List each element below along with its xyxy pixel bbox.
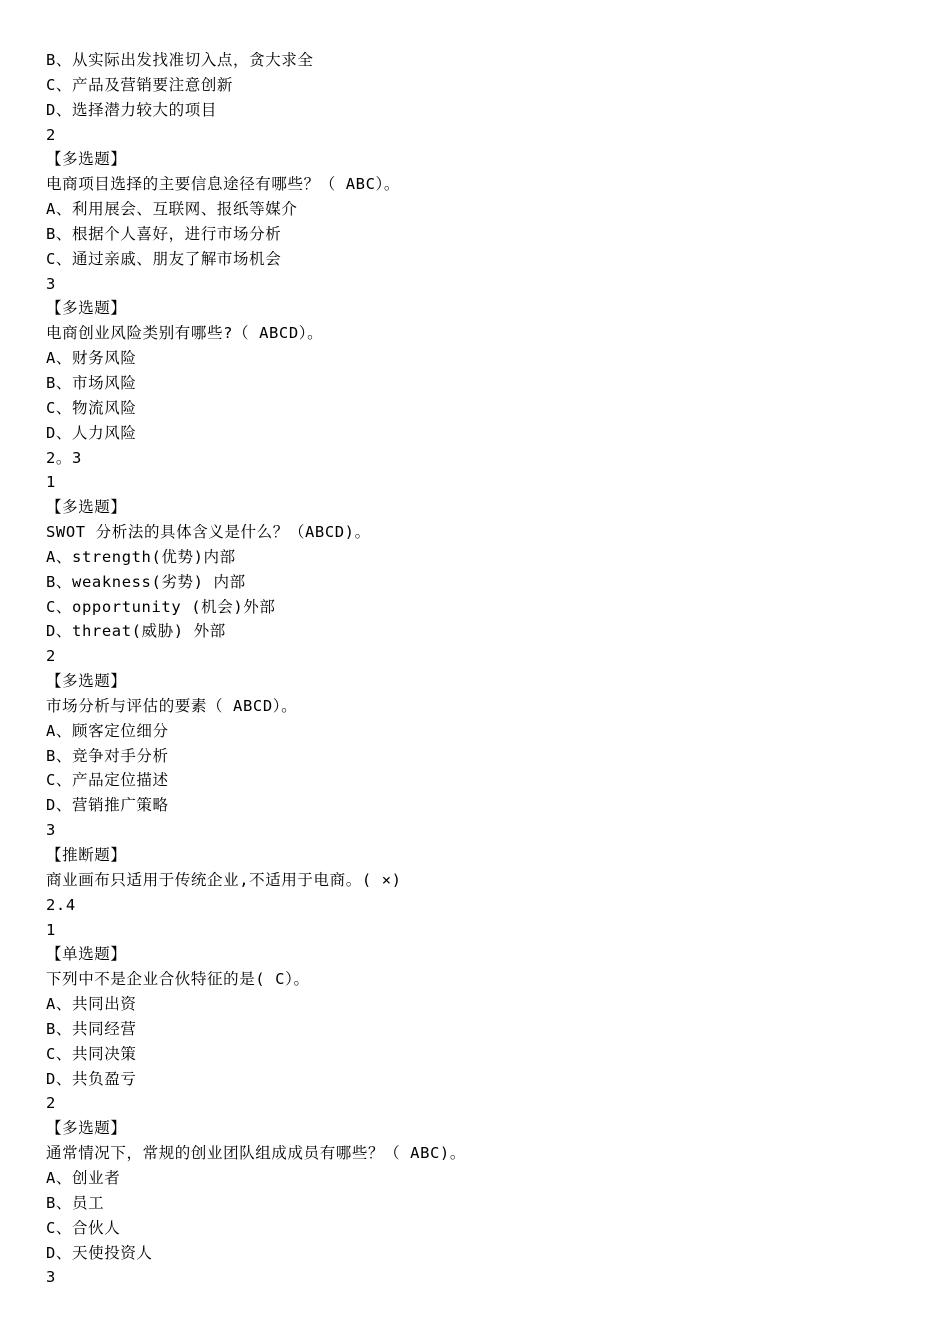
question-type: 【单选题】 [46, 945, 127, 964]
question-type: 【多选题】 [46, 1119, 127, 1138]
option-a: A、strength(优势)内部 [46, 547, 236, 566]
option-b: B、weakness(劣势) 内部 [46, 572, 246, 591]
question-text: SWOT 分析法的具体含义是什么？（ABCD)。 [46, 523, 371, 542]
section-number: 3 [46, 274, 56, 293]
chapter-number: 2.4 [46, 895, 76, 914]
option-c: C、通过亲戚、朋友了解市场机会 [46, 249, 282, 268]
option-a: A、共同出资 [46, 995, 137, 1014]
question-text: 下列中不是企业合伙特征的是( C）。 [46, 970, 310, 989]
option-c: C、物流风险 [46, 398, 137, 417]
section-number: 3 [46, 821, 56, 840]
question-text: 电商创业风险类别有哪些?（ ABCD）。 [46, 324, 324, 343]
option-b: B、员工 [46, 1193, 105, 1212]
option-b: B、根据个人喜好，进行市场分析 [46, 224, 282, 243]
option-b: B、从实际出发找准切入点，贪大求全 [46, 51, 314, 69]
question-text: 电商项目选择的主要信息途径有哪些？（ ABC）。 [46, 175, 400, 194]
option-b: B、共同经营 [46, 1019, 137, 1038]
section-number: 1 [46, 473, 56, 492]
section-number: 3 [46, 1268, 56, 1287]
option-c: C、共同决策 [46, 1044, 137, 1063]
section-number: 1 [46, 920, 56, 939]
option-d: D、人力风险 [46, 423, 137, 442]
section-number: 2 [46, 647, 56, 666]
option-a: A、利用展会、互联网、报纸等媒介 [46, 200, 298, 219]
option-d: D、threat(威胁) 外部 [46, 622, 226, 641]
question-type: 【多选题】 [46, 150, 127, 169]
option-b: B、竞争对手分析 [46, 746, 169, 765]
question-text: 市场分析与评估的要素（ ABCD）。 [46, 696, 298, 715]
option-c: C、合伙人 [46, 1218, 121, 1237]
section-number: 2 [46, 125, 56, 144]
option-a: A、顾客定位细分 [46, 721, 169, 740]
option-c: C、opportunity (机会)外部 [46, 597, 276, 616]
option-d: D、选择潜力较大的项目 [46, 100, 217, 119]
option-c: C、产品及营销要注意创新 [46, 75, 234, 94]
option-d: D、共负盈亏 [46, 1069, 137, 1088]
option-b: B、市场风险 [46, 373, 137, 392]
option-a: A、财务风险 [46, 349, 137, 368]
question-text: 商业画布只适用于传统企业,不适用于电商。( ×) [46, 870, 402, 889]
option-a: A、创业者 [46, 1168, 121, 1187]
chapter-number: 2。3 [46, 448, 82, 467]
section-number: 2 [46, 1094, 56, 1113]
question-type: 【多选题】 [46, 299, 127, 318]
question-type: 【多选题】 [46, 672, 127, 691]
question-type: 【多选题】 [46, 498, 127, 517]
question-type: 【推断题】 [46, 846, 127, 864]
option-c: C、产品定位描述 [46, 771, 169, 790]
option-d: D、营销推广策略 [46, 796, 169, 815]
question-text: 通常情况下，常规的创业团队组成成员有哪些？（ ABC)。 [46, 1144, 466, 1163]
option-d: D、天使投资人 [46, 1243, 153, 1262]
document-page [46, 48, 926, 1290]
